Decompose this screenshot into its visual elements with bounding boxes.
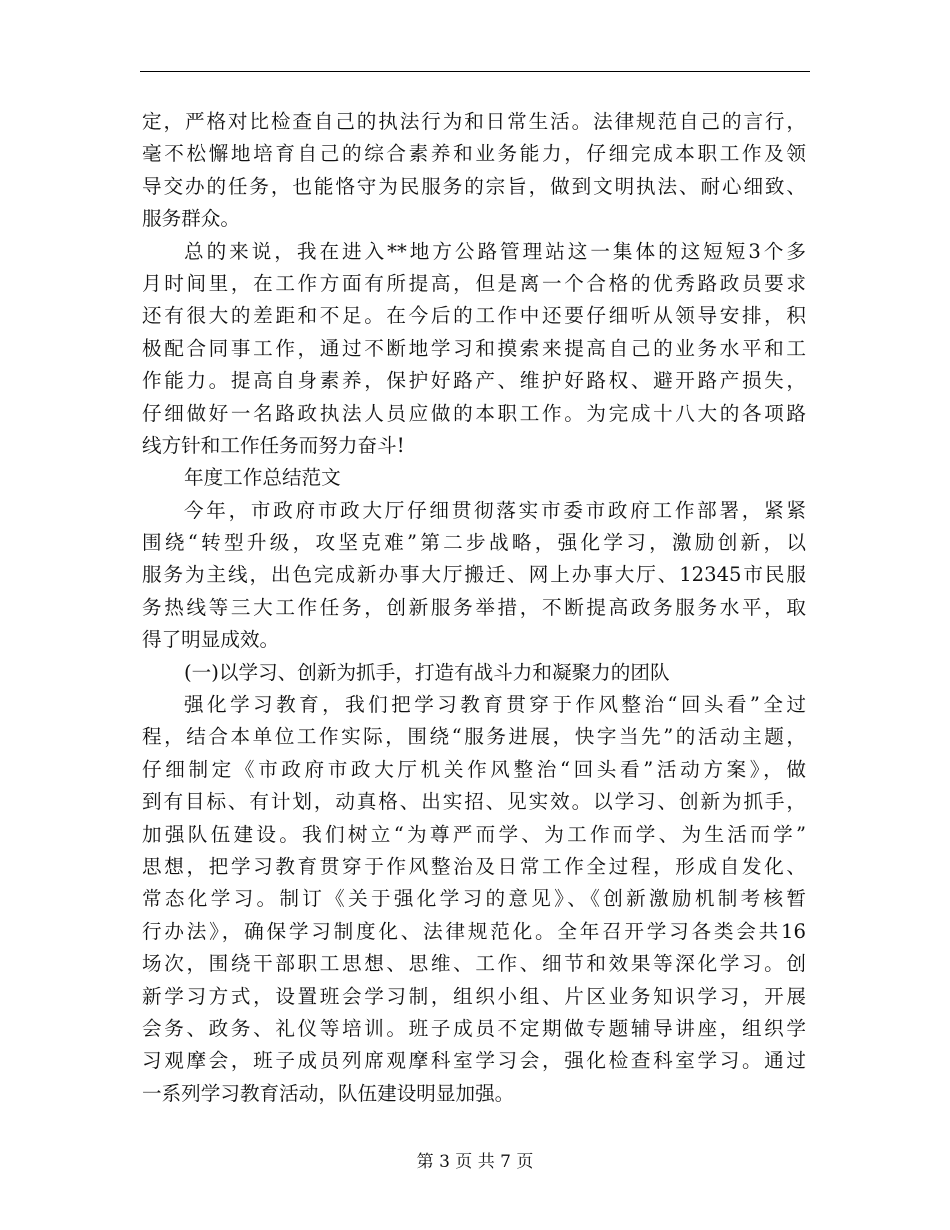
text-line: 年度工作总结范文: [184, 466, 341, 490]
text-line: 月时间里，在工作方面有所提高，但是离一个合格的优秀路政员要求: [142, 271, 806, 295]
text-line: 强化学习教育，我们把学习教育贯穿于作风整治“回头看”全过: [184, 693, 806, 717]
text-line: 常态化学习。制订《关于强化学习的意见》、《创新激励机制考核暂: [142, 887, 806, 911]
text-line: 会务、政务、礼仪等培训。班子成员不定期做专题辅导讲座，组织学: [142, 1016, 806, 1040]
text-line: 得了明显成效。: [142, 628, 280, 652]
text-line: 线方针和工作任务而努力奋斗!: [142, 433, 405, 457]
text-line: 导交办的任务，也能恪守为民服务的宗旨，做到文明执法、耐心细致、: [142, 174, 806, 198]
text-line: 总的来说，我在进入**地方公路管理站这一集体的这短短3个多: [184, 239, 806, 263]
text-line: 到有目标、有计划，动真格、出实招、见实效。以学习、创新为抓手，: [142, 790, 806, 814]
text-line: 一系列学习教育活动，队伍建设明显加强。: [142, 1081, 515, 1105]
text-line: 毫不松懈地培育自己的综合素养和业务能力，仔细完成本职工作及领: [142, 142, 806, 166]
text-line: 还有很大的差距和不足。在今后的工作中还要仔细听从领导安排，积: [142, 304, 806, 328]
text-line: 习观摩会，班子成员列席观摩科室学习会，强化检查科室学习。通过: [142, 1049, 806, 1073]
header-rule: [140, 71, 810, 72]
text-line: 服务为主线，出色完成新办事大厅搬迁、网上办事大厅、12345市民服: [142, 563, 806, 587]
text-line: 程，结合本单位工作实际，围绕“服务进展，快字当先”的活动主题，: [142, 725, 806, 749]
text-line: 作能力。提高自身素养，保护好路产、维护好路权、避开路产损失，: [142, 369, 806, 393]
text-line: 极配合同事工作，通过不断地学习和摸索来提高自己的业务水平和工: [142, 336, 806, 360]
text-line: 务热线等三大工作任务，创新服务举措，不断提高政务服务水平，取: [142, 595, 806, 619]
page-number: 第 3 页 共 7 页: [416, 1152, 534, 1172]
text-line: 行办法》，确保学习制度化、法律规范化。全年召开学习各类会共16: [142, 919, 806, 943]
text-line: 场次，围绕干部职工思想、思维、工作、细节和效果等深化学习。创: [142, 952, 806, 976]
text-line: 新学习方式，设置班会学习制，组织小组、片区业务知识学习，开展: [142, 984, 806, 1008]
text-line: 思想，把学习教育贯穿于作风整治及日常工作全过程，形成自发化、: [142, 854, 806, 878]
text-line: 定，严格对比检查自己的执法行为和日常生活。法律规范自己的言行，: [142, 110, 806, 133]
text-line: 今年，市政府市政大厅仔细贯彻落实市委市政府工作部署，紧紧: [184, 498, 806, 522]
document-body: [142, 106, 806, 1110]
text-line: 仔细做好一名路政执法人员应做的本职工作。为完成十八大的各项路: [142, 401, 806, 425]
text-line: 围绕“转型升级，攻坚克难”第二步战略，强化学习，激励创新，以: [142, 531, 806, 555]
text-line: (一)以学习、创新为抓手，打造有战斗力和凝聚力的团队: [184, 660, 670, 684]
text-line: 服务群众。: [142, 207, 240, 231]
text-line: 加强队伍建设。我们树立“为尊严而学、为工作而学、为生活而学”: [142, 822, 806, 846]
text-line: 仔细制定《市政府市政大厅机关作风整治“回头看”活动方案》，做: [142, 757, 806, 781]
